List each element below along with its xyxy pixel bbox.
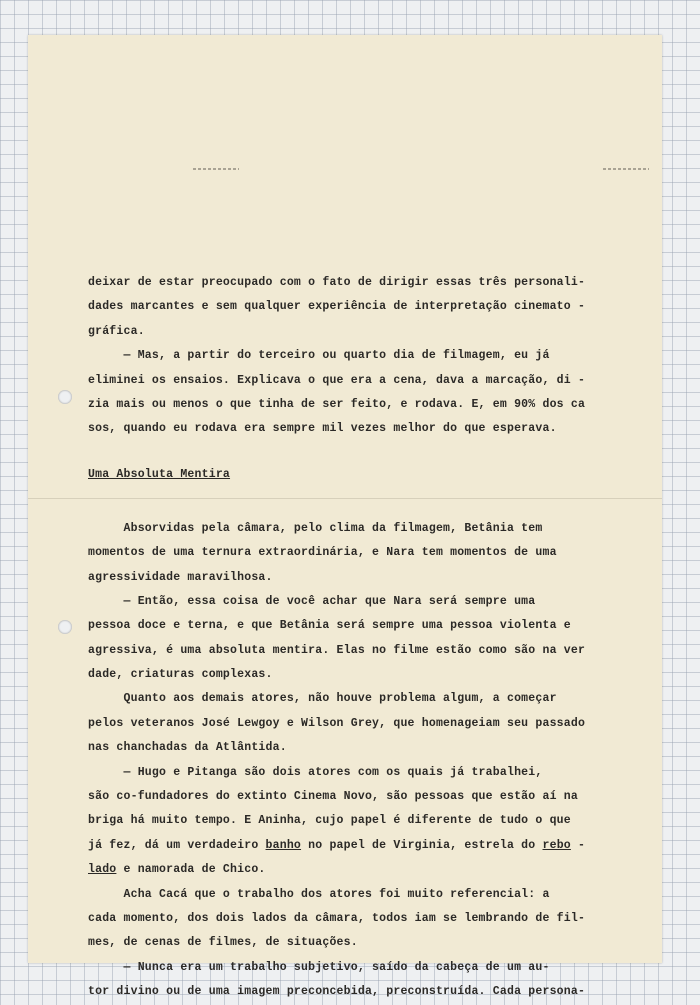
text-line: mes, de cenas de filmes, de situações.: [88, 936, 358, 950]
text-line: cada momento, dos dois lados da câmara, todos iam se lembrando de fil-: [88, 911, 586, 925]
text-line: — Hugo e Pitanga são dois atores com os quais já trabalhei,: [88, 765, 543, 779]
text-line: momentos de uma ternura extraordinária, e Nara tem momentos de uma: [88, 546, 557, 560]
text-line: briga há muito tempo. E Aninha, cujo papel é diferente de tudo o que: [88, 814, 571, 828]
text-line: Acha Cacá que o trabalho dos atores foi muito referencial: a: [88, 887, 550, 901]
text-line: pelos veteranos José Lewgoy e Wilson Grey, que homenageiam seu passado: [88, 716, 586, 730]
text-line: dade, criaturas complexas.: [88, 668, 273, 682]
text-line: agressiva, é uma absoluta mentira. Elas no filme estão como são na ver: [88, 643, 586, 657]
page-mark-right: [603, 168, 649, 170]
text-line: [88, 858, 628, 882]
text-line: são co-fundadores do extinto Cinema Novo, são pessoas que estão aí na: [88, 790, 578, 804]
text-line: dades marcantes e sem qualquer experiência de interpretação cinemato -: [88, 300, 586, 314]
typewritten-page: [28, 35, 662, 999]
underlined-word-banho: banho: [265, 838, 302, 852]
text-line: deixar de estar preocupado com o fato de dirigir essas três personali-: [88, 276, 586, 289]
text-line: gráfica.: [88, 324, 145, 338]
punch-hole-top: [58, 390, 72, 404]
text-line: — Nunca era um trabalho subjetivo, saído da cabeça de um au-: [88, 960, 550, 974]
text-run: e namorada de Chico.: [116, 863, 266, 877]
text-run: no papel de Virginia, estrela do: [301, 838, 543, 852]
text-line: nas chanchadas da Atlântida.: [88, 741, 287, 755]
text-line: [88, 834, 628, 858]
text-line: zia mais ou menos o que tinha de ser feito, e rodava. E, em 90% dos ca: [88, 397, 586, 411]
underlined-word-lado: lado: [88, 863, 117, 877]
punch-hole-bottom: [58, 620, 72, 634]
text-run: já fez, dá um verdadeiro: [88, 838, 266, 852]
text-run: -: [570, 838, 586, 852]
text-line: agressividade maravilhosa.: [88, 570, 273, 584]
text-line: sos, quando eu rodava era sempre mil vezes melhor do que esperava.: [88, 422, 557, 436]
section-heading: Uma Absoluta Mentira: [88, 467, 231, 481]
text-line: tor divino ou de uma imagem preconcebida, preconstruída. Cada persona-: [88, 985, 586, 999]
text-line: — Mas, a partir do terceiro ou quarto dia de filmagem, eu já: [88, 349, 550, 363]
page-mark-left: [193, 168, 239, 170]
text-line: Absorvidas pela câmara, pelo clima da filmagem, Betânia tem: [88, 521, 543, 535]
text-line: Quanto aos demais atores, não houve problema algum, a começar: [88, 692, 557, 706]
text-line: pessoa doce e terna, e que Betânia será sempre uma pessoa violenta e: [88, 619, 571, 633]
page-body: [88, 271, 628, 1005]
underlined-word-rebo: rebo: [542, 838, 571, 852]
text-line: eliminei os ensaios. Explicava o que era a cena, dava a marcação, di -: [88, 373, 586, 387]
text-line: — Então, essa coisa de você achar que Nara será sempre uma: [88, 594, 536, 608]
